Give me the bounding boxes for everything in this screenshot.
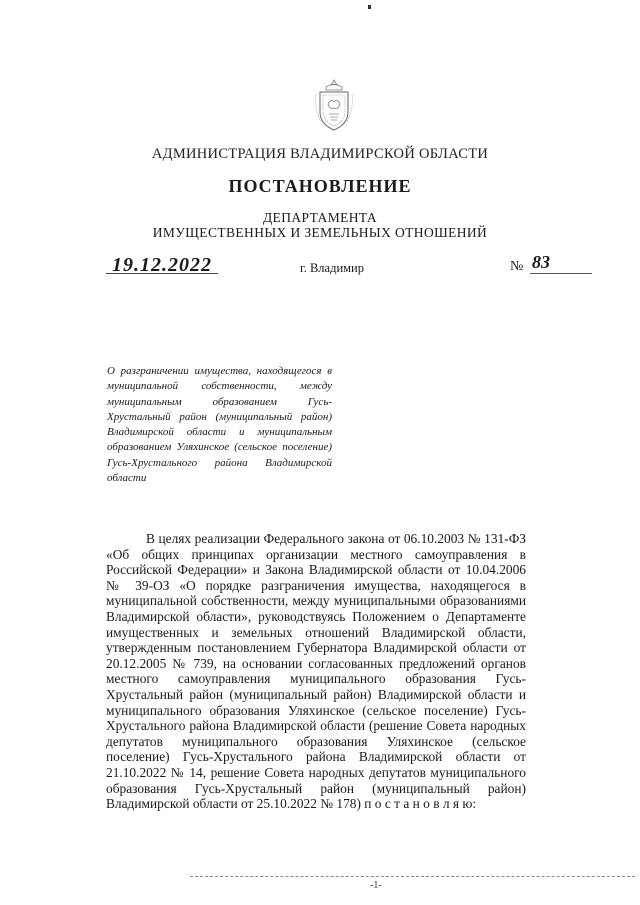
body-paragraph: В целях реализации Федерального закона от 06.10.2003 № 131-ФЗ «Об общих принципах организации местного самоуправления в Российской Федерации» и Закона Владимирской области от 10.04.2006 № 39-ОЗ «О порядке разграничения имущества, находящегося в муниципальной собственности, между муниципальными образованиями Владимирской области», руководствуясь Положением о Департаменте имущественных и земельных отношений Владимирской области, утвержденным постановлением Губернатора Владимирской области от 20.12.2005 № 739, на основании согласованных предложений органов местного самоуправления муниципального образования Гусь-Хрустальный район (муниципальный район) Владимирской области и муниципального образования Уляхинское (сельское поселение) Гусь-Хрустального района Владимирской области (решение Совета народных депутатов муниципального образования Уляхинское (сельское поселение) Гусь-Хрустального района Владимирской области от 21.10.2022 № 14, решение Совета народных депутатов муниципального образования Гусь-Хрустальный район (муниципальный район) Владимирской области от 25.10.2022 № 178) п о с т а н о в л я ю: bbox=[106, 531, 526, 812]
administration-title: АДМИНИСТРАЦИЯ ВЛАДИМИРСКОЙ ОБЛАСТИ bbox=[151, 146, 489, 162]
page-marker: -1- bbox=[370, 880, 382, 891]
scan-speck bbox=[368, 5, 371, 9]
number-label: № bbox=[510, 259, 524, 274]
handwritten-number: 83 bbox=[532, 252, 550, 272]
footer-dashed-line bbox=[190, 876, 635, 877]
department-line-2: ИМУЩЕСТВЕННЫХ И ЗЕМЕЛЬНЫХ ОТНОШЕНИЙ bbox=[152, 225, 488, 240]
date-underline bbox=[106, 273, 218, 274]
document-type-title: ПОСТАНОВЛЕНИЕ bbox=[228, 176, 412, 196]
subject-block: О разграничении имущества, находящегося в муниципальной собственности, между муниципальным образованием Гусь-Хрустальный район (муниципальный район) Владимирской области и муниципальным образованием Уляхинское (сельское поселение) Гусь-Хрустального района Владимирской области bbox=[107, 365, 332, 485]
department-line-1: ДЕПАРТАМЕНТА bbox=[262, 210, 378, 225]
number-underline bbox=[530, 273, 592, 274]
handwritten-date: 19.12.2022 bbox=[112, 254, 212, 276]
city-label: г. Владимир bbox=[300, 261, 364, 275]
coat-of-arms-icon bbox=[313, 78, 355, 134]
